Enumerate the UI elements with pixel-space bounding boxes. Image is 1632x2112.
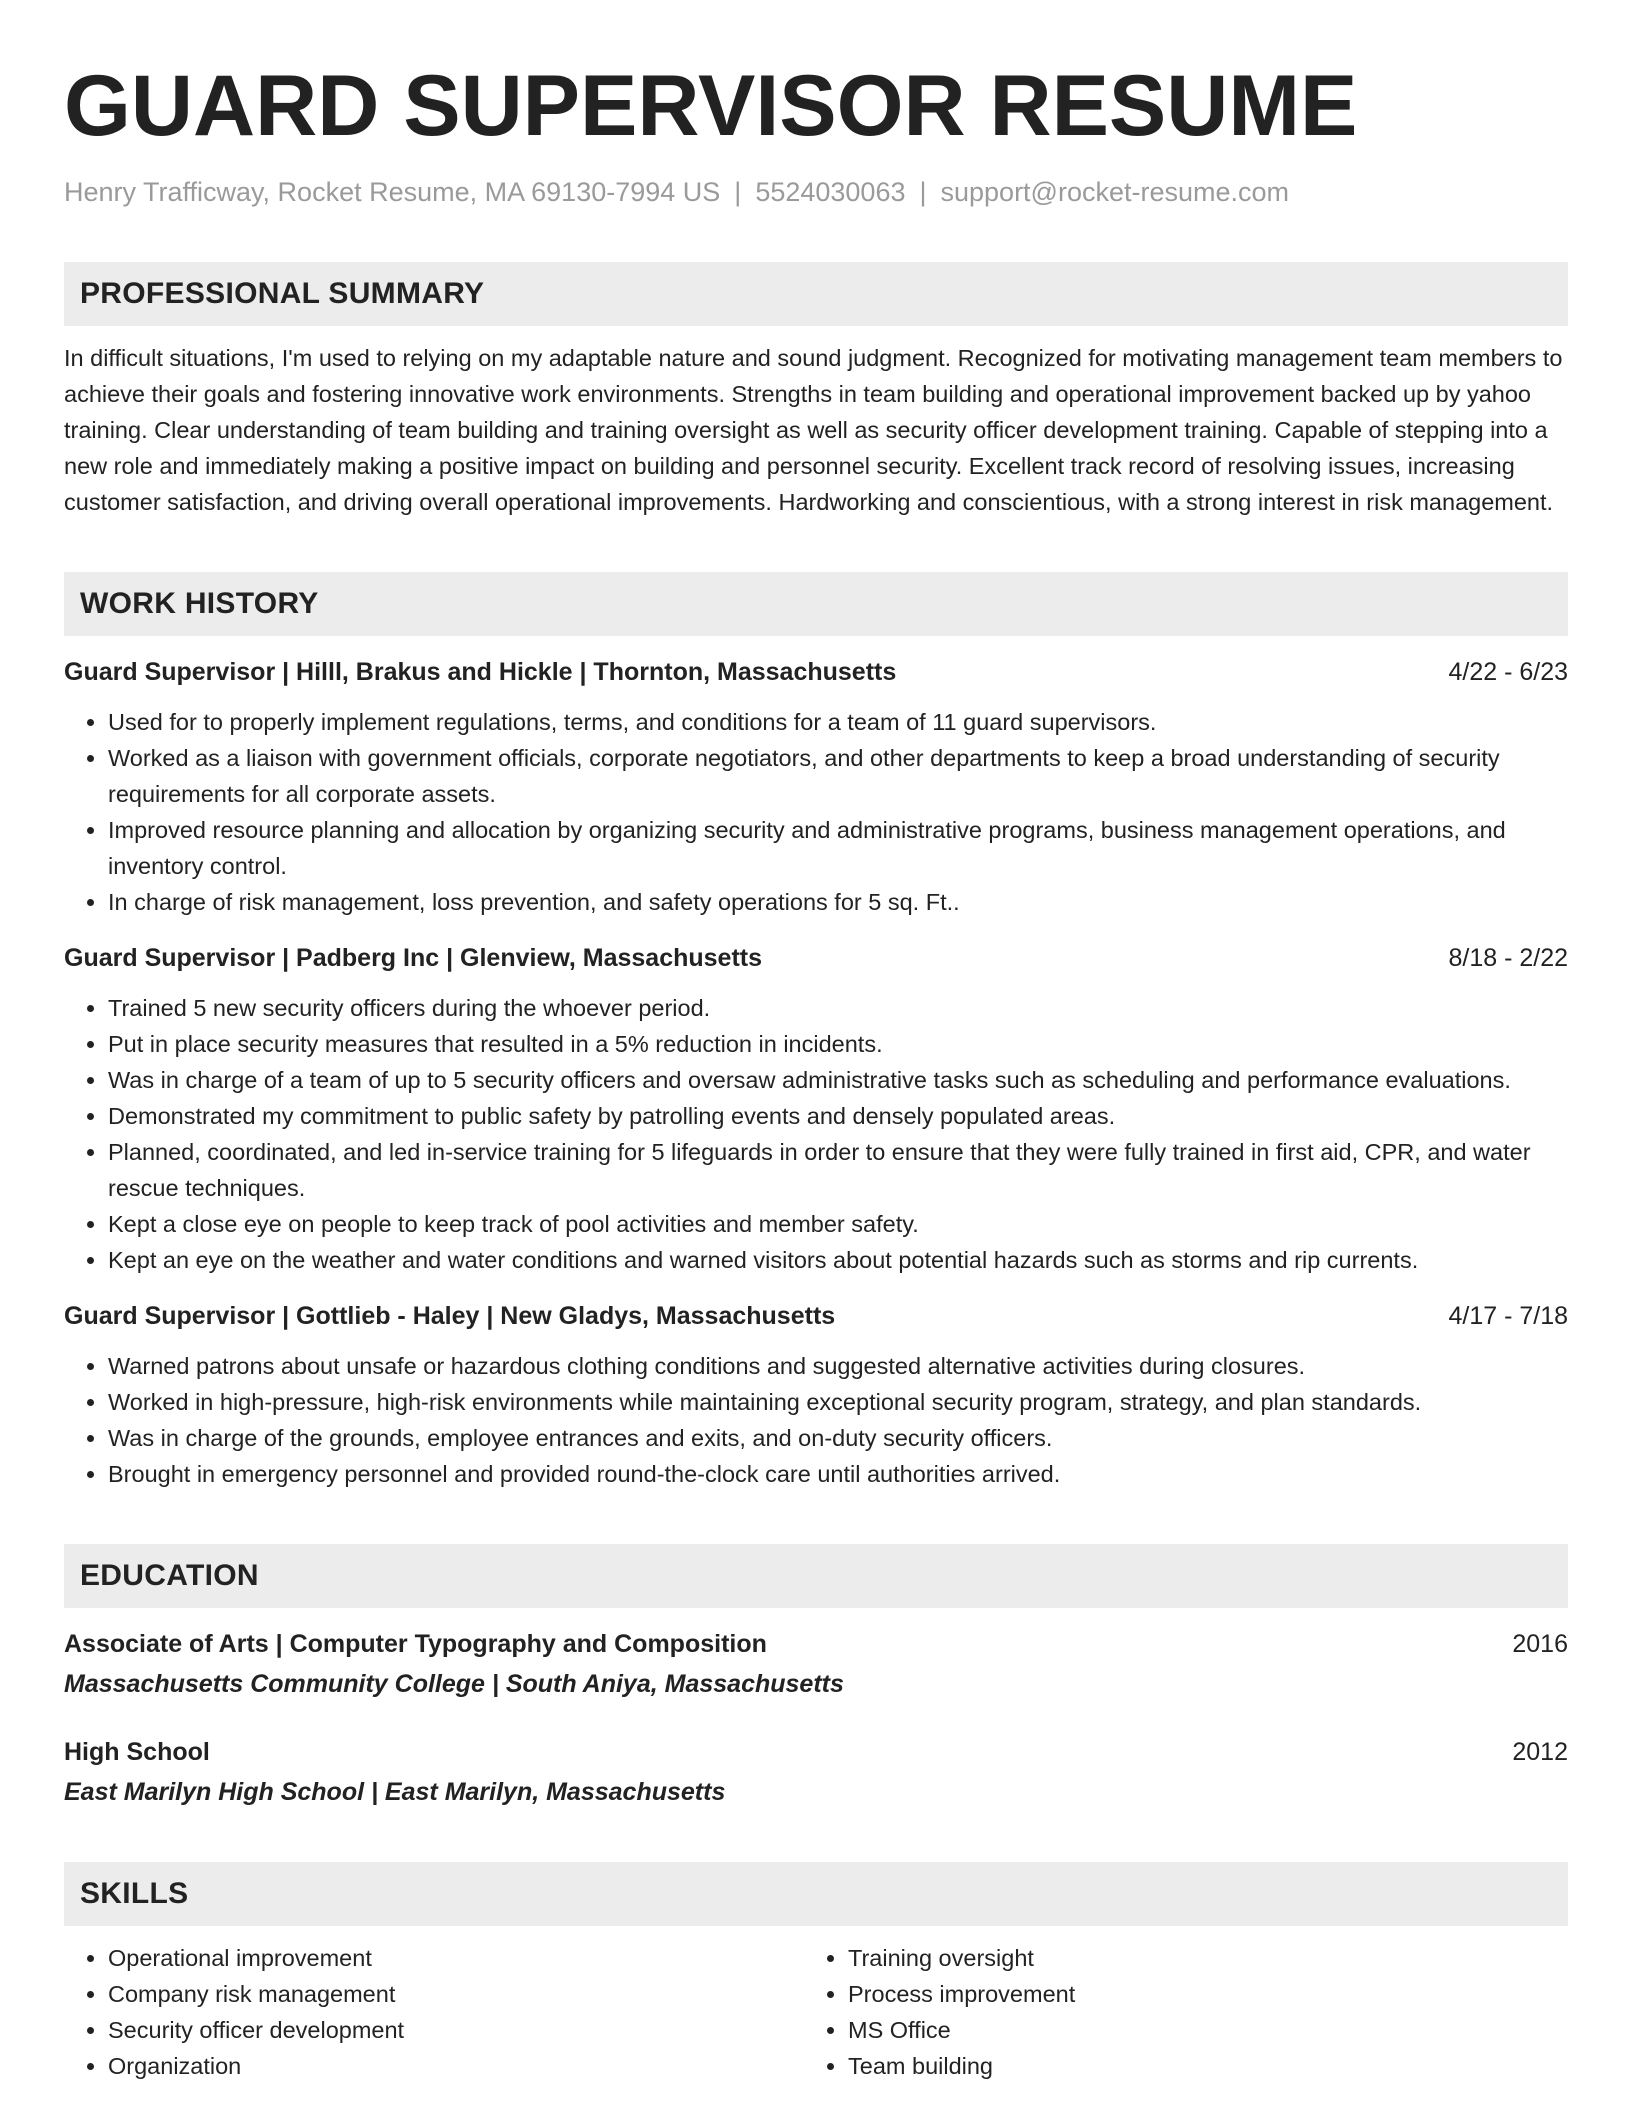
section-heading-work-history: WORK HISTORY bbox=[64, 572, 1568, 636]
job-entry bbox=[64, 1298, 1568, 1492]
job-header bbox=[64, 1298, 1568, 1334]
job-title: Guard Supervisor | Gottlieb - Haley | New Gladys, Massachusetts bbox=[64, 1302, 836, 1330]
job-bullet: • Warned patrons about unsafe or hazardous clothing conditions and suggested alternative activities during closures. bbox=[108, 1348, 1568, 1384]
section-heading-skills: SKILLS bbox=[64, 1862, 1568, 1926]
education-header bbox=[64, 1626, 1568, 1662]
job-entry bbox=[64, 654, 1568, 920]
job-title: Guard Supervisor | Padberg Inc | Glenview, Massachusetts bbox=[64, 944, 763, 972]
skill-item: • Company risk management bbox=[108, 1976, 804, 2012]
job-bullet: • Improved resource planning and allocation by organizing security and administrative programs, business management operations, and inventory control. bbox=[108, 812, 1568, 884]
skills-column-right bbox=[804, 1940, 1564, 2084]
skill-item: • Organization bbox=[108, 2048, 804, 2084]
education-entry bbox=[64, 1734, 1568, 1810]
education-year: 2012 bbox=[1512, 1738, 1568, 1766]
contact-separator: | bbox=[919, 177, 927, 207]
education-header bbox=[64, 1734, 1568, 1770]
job-bullet: • In charge of risk management, loss prevention, and safety operations for 5 sq. Ft.. bbox=[108, 884, 1568, 920]
job-bullet: • Worked in high-pressure, high-risk environments while maintaining exceptional security program, strategy, and plan standards. bbox=[108, 1384, 1568, 1420]
job-bullet: • Kept a close eye on people to keep track of pool activities and member safety. bbox=[108, 1206, 1568, 1242]
section-heading-summary: PROFESSIONAL SUMMARY bbox=[64, 262, 1568, 326]
contact-line bbox=[64, 174, 1568, 210]
job-dates: 4/22 - 6/23 bbox=[1448, 658, 1568, 686]
contact-separator: | bbox=[734, 177, 742, 207]
skills-list bbox=[64, 1940, 1568, 2084]
skill-item: • Operational improvement bbox=[108, 1940, 804, 1976]
job-bullet: • Used for to properly implement regulations, terms, and conditions for a team of 11 guard supervisors. bbox=[108, 704, 1568, 740]
resume-title: GUARD SUPERVISOR RESUME bbox=[64, 58, 1358, 154]
skills-column-left bbox=[64, 1940, 804, 2084]
skill-item: • Team building bbox=[848, 2048, 1564, 2084]
job-bullets bbox=[64, 704, 1568, 920]
job-bullet: • Brought in emergency personnel and provided round-the-clock care until authorities arrived. bbox=[108, 1456, 1568, 1492]
job-dates: 8/18 - 2/22 bbox=[1448, 944, 1568, 972]
skill-item: • MS Office bbox=[848, 2012, 1564, 2048]
job-title: Guard Supervisor | Hilll, Brakus and Hickle | Thornton, Massachusetts bbox=[64, 658, 897, 686]
education-degree: Associate of Arts | Computer Typography and Composition bbox=[64, 1630, 767, 1658]
job-bullet: • Worked as a liaison with government officials, corporate negotiators, and other departments to keep a broad understanding of security requirements for all corporate assets. bbox=[108, 740, 1568, 812]
job-bullet: • Kept an eye on the weather and water conditions and warned visitors about potential hazards such as storms and rip currents. bbox=[108, 1242, 1568, 1278]
summary-text: In difficult situations, I'm used to relying on my adaptable nature and sound judgment. Recognized for motivating management team members to achieve their goals and fostering innovative work environments. Strengths in team building and operational improvement backed up by yahoo training. Clear understanding of team building and training oversight as well as security officer development training. Capable of stepping into a new role and immediately making a positive impact on building and personnel security. Excellent track record of resolving issues, increasing customer satisfaction, and driving overall operational improvements. Hardworking and conscientious, with a strong interest in risk management. bbox=[64, 345, 1563, 515]
contact-address: Henry Trafficway, Rocket Resume, MA 69130-7994 US bbox=[64, 177, 721, 207]
education-entry bbox=[64, 1626, 1568, 1702]
job-bullet: • Demonstrated my commitment to public safety by patrolling events and densely populated areas. bbox=[108, 1098, 1568, 1134]
contact-phone: 5524030063 bbox=[755, 177, 906, 207]
job-dates: 4/17 - 7/18 bbox=[1448, 1302, 1568, 1330]
job-bullets bbox=[64, 1348, 1568, 1492]
job-bullet: • Trained 5 new security officers during the whoever period. bbox=[108, 990, 1568, 1026]
education-school: East Marilyn High School | East Marilyn, Massachusetts bbox=[64, 1778, 726, 1806]
job-bullets bbox=[64, 990, 1568, 1278]
education-year: 2016 bbox=[1512, 1630, 1568, 1658]
job-header bbox=[64, 940, 1568, 976]
job-header bbox=[64, 654, 1568, 690]
contact-email: support@rocket-resume.com bbox=[940, 177, 1290, 207]
job-bullet: • Was in charge of the grounds, employee entrances and exits, and on-duty security officers. bbox=[108, 1420, 1568, 1456]
job-bullet: • Put in place security measures that resulted in a 5% reduction in incidents. bbox=[108, 1026, 1568, 1062]
skill-item: • Security officer development bbox=[108, 2012, 804, 2048]
education-school: Massachusetts Community College | South Aniya, Massachusetts bbox=[64, 1670, 844, 1698]
job-bullet: • Was in charge of a team of up to 5 security officers and oversaw administrative tasks such as scheduling and performance evaluations. bbox=[108, 1062, 1568, 1098]
job-bullet: • Planned, coordinated, and led in-service training for 5 lifeguards in order to ensure that they were fully trained in first aid, CPR, and water rescue techniques. bbox=[108, 1134, 1568, 1206]
job-entry bbox=[64, 940, 1568, 1278]
skill-item: • Process improvement bbox=[848, 1976, 1564, 2012]
section-heading-education: EDUCATION bbox=[64, 1544, 1568, 1608]
skill-item: • Training oversight bbox=[848, 1940, 1564, 1976]
education-degree: High School bbox=[64, 1738, 210, 1766]
